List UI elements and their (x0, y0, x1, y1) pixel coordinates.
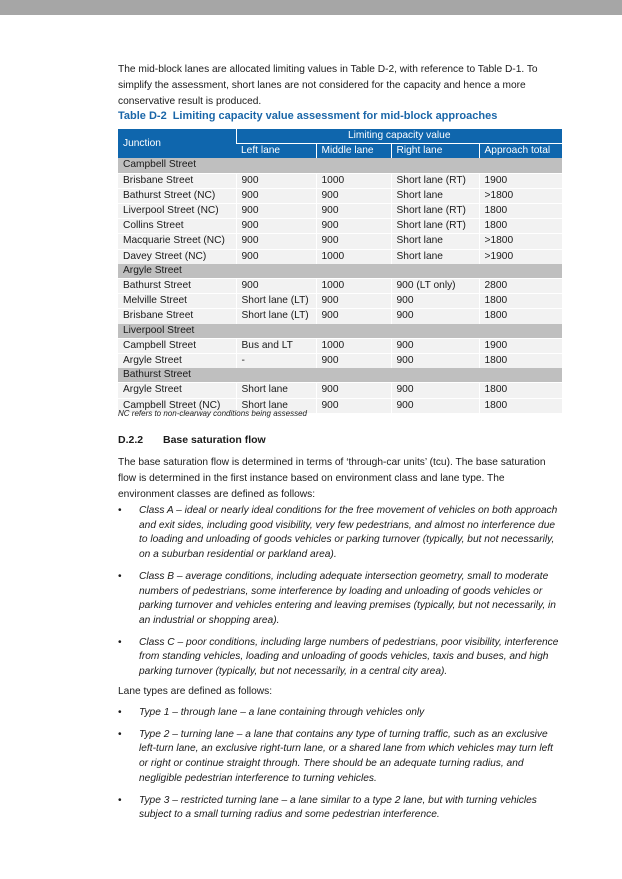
table-cell: 1800 (479, 219, 562, 234)
table-cell: Short lane (RT) (391, 219, 479, 234)
table-cell: 900 (391, 338, 479, 353)
table-caption-title: Limiting capacity value assessment for mid-block approaches (172, 110, 498, 122)
table-cell: 1800 (479, 294, 562, 309)
junction-cell: Liverpool Street (NC) (118, 204, 236, 219)
table-section-row (118, 264, 562, 279)
table-row (118, 204, 562, 219)
table-caption (118, 110, 497, 122)
junction-cell: Brisbane Street (118, 173, 236, 188)
table-cell: Short lane (RT) (391, 204, 479, 219)
section-heading (118, 434, 266, 446)
table-section-row (118, 324, 562, 339)
table-cell: 900 (LT only) (391, 279, 479, 294)
table-cell: 900 (316, 219, 391, 234)
section-label: Bathurst Street (118, 368, 562, 383)
list-item (118, 504, 562, 563)
table-row (118, 173, 562, 188)
bullet-icon: • (118, 636, 122, 648)
table-cell: >1800 (479, 188, 562, 203)
table-cell: 900 (391, 294, 479, 309)
table-cell: 900 (316, 204, 391, 219)
table-cell: Bus and LT (236, 338, 316, 353)
list-item-text: Type 3 – restricted turning lane – a lane similar to a type 2 lane, but with turning vehicles subject to a small turning radius and some pedestrian interference. (139, 794, 537, 821)
table-cell: 900 (236, 204, 316, 219)
lane-type-list (118, 706, 562, 830)
table-cell: >1900 (479, 249, 562, 264)
table-cell: 900 (391, 354, 479, 369)
column-header: Middle lane (316, 144, 391, 159)
table-cell: 900 (236, 234, 316, 249)
table-row (118, 279, 562, 294)
section-label: Campbell Street (118, 158, 562, 173)
table-cell: 1000 (316, 338, 391, 353)
table-cell: 900 (316, 309, 391, 324)
junction-cell: Campbell Street (NC) (118, 398, 236, 413)
lane-types-label: Lane types are defined as follows: (118, 686, 273, 697)
limiting-capacity-header: Limiting capacity value (236, 129, 562, 144)
list-item-text: Class A – ideal or nearly ideal conditions for the free movement of vehicles on both approach and exit sides, including good visibility, very few pedestrians, and almost no interference due to loading and unloading of goods vehicles or parking turnover (typically, but not necessarily, on a suburban residential or parkland area). (139, 505, 558, 561)
table-cell: 900 (236, 173, 316, 188)
table-cell: 1800 (479, 309, 562, 324)
table-cell: 2800 (479, 279, 562, 294)
environment-class-list (118, 504, 562, 687)
bullet-icon: • (118, 707, 122, 718)
table-cell: 1900 (479, 173, 562, 188)
table-row (118, 294, 562, 309)
table-cell: Short lane (LT) (236, 294, 316, 309)
junction-cell: Macquarie Street (NC) (118, 234, 236, 249)
table-cell: 1000 (316, 173, 391, 188)
junction-cell: Campbell Street (118, 338, 236, 353)
section-label: Liverpool Street (118, 324, 562, 339)
table-cell: 900 (316, 383, 391, 398)
section-title: Base saturation flow (163, 434, 266, 446)
column-header: Approach total (479, 144, 562, 159)
table-cell: 1800 (479, 383, 562, 398)
junction-cell: Argyle Street (118, 354, 236, 369)
table-note: NC refers to non-clearway conditions being assessed (118, 409, 307, 418)
table-cell: 900 (316, 188, 391, 203)
list-item (118, 636, 562, 680)
table-cell: 900 (391, 309, 479, 324)
table-cell: - (236, 354, 316, 369)
intro-paragraph: The mid-block lanes are allocated limiting values in Table D-2, with reference to Table D-1. To simplify the assessment, short lanes are not considered for the capacity and hence a more conservative result is produced. (118, 64, 538, 107)
table-cell: 900 (316, 354, 391, 369)
table-cell: Short lane (LT) (236, 309, 316, 324)
table-cell: 900 (316, 294, 391, 309)
list-item-text: Type 2 – turning lane – a lane that contains any type of turning traffic, such as an exclusive left-turn lane, an exclusive right-turn lane, or a shared lane from which vehicles may turn left or right or continue straight through. There should be an adequate turning radius, and negligible pedestrian interference to turning vehicles. (139, 728, 553, 784)
table-cell: Short lane (236, 398, 316, 413)
table-cell: Short lane (391, 234, 479, 249)
table-cell: 900 (391, 383, 479, 398)
table-cell: 900 (236, 279, 316, 294)
table-cell: 900 (316, 398, 391, 413)
junction-cell: Bathurst Street (NC) (118, 188, 236, 203)
list-item-text: Class C – poor conditions, including large numbers of pedestrians, poor visibility, interference from standing vehicles, loading and unloading of goods vehicles, taxis and buses, and high parking turnover (typically, but not necessarily, in a central city area). (139, 636, 559, 678)
table-cell: Short lane (391, 249, 479, 264)
table-cell: 1000 (316, 249, 391, 264)
table-section-row (118, 158, 562, 173)
junction-cell: Melville Street (118, 294, 236, 309)
junction-cell: Collins Street (118, 219, 236, 234)
table-cell: 900 (236, 249, 316, 264)
list-item (118, 570, 562, 629)
column-header: Left lane (236, 144, 316, 159)
table-row (118, 219, 562, 234)
list-item-text: Type 1 – through lane – a lane containing through vehicles only (139, 707, 425, 718)
list-item (118, 794, 562, 823)
bullet-icon: • (118, 728, 122, 740)
junction-cell: Bathurst Street (118, 279, 236, 294)
table-cell: Short lane (RT) (391, 173, 479, 188)
page-top-band (0, 0, 622, 15)
table-caption-number: Table D-2 (118, 110, 167, 122)
table-cell: Short lane (236, 383, 316, 398)
table-cell: 1800 (479, 204, 562, 219)
table-row (118, 188, 562, 203)
list-item-text: Class B – average conditions, including adequate intersection geometry, small to moderate numbers of pedestrians, some interference by loading and unloading of goods vehicles or parking turnover and vehicles entering and leaving premises (typically, but not necessarily, in an industrial or shopping area). (139, 570, 556, 626)
junction-cell: Brisbane Street (118, 309, 236, 324)
capacity-table (118, 129, 562, 413)
table-row (118, 234, 562, 249)
junction-cell: Davey Street (NC) (118, 249, 236, 264)
column-header: Right lane (391, 144, 479, 159)
table-body (118, 158, 562, 412)
bullet-icon: • (118, 505, 122, 516)
bullet-icon: • (118, 570, 122, 582)
junction-header: Junction (118, 129, 236, 158)
table-cell: >1800 (479, 234, 562, 249)
table-row (118, 383, 562, 398)
list-item (118, 706, 562, 721)
list-item (118, 728, 562, 787)
table-cell: 900 (391, 398, 479, 413)
bullet-icon: • (118, 794, 122, 806)
section-label: Argyle Street (118, 264, 562, 279)
table-cell: 1800 (479, 398, 562, 413)
table-cell: 900 (316, 234, 391, 249)
saturation-paragraph: The base saturation flow is determined in terms of ‘through-car units’ (tcu). The base saturation flow is determined in the first instance based on environment class and lane type. The environment classes are defined as follows: (118, 457, 546, 500)
table-cell: 900 (236, 219, 316, 234)
table-cell: 1800 (479, 354, 562, 369)
table-cell: 1900 (479, 338, 562, 353)
table-row (118, 309, 562, 324)
table-cell: Short lane (391, 188, 479, 203)
section-number: D.2.2 (118, 434, 144, 446)
junction-cell: Argyle Street (118, 383, 236, 398)
table-cell: 900 (236, 188, 316, 203)
table-row (118, 338, 562, 353)
table-cell: 1000 (316, 279, 391, 294)
table-section-row (118, 368, 562, 383)
table-row (118, 249, 562, 264)
table-row (118, 354, 562, 369)
